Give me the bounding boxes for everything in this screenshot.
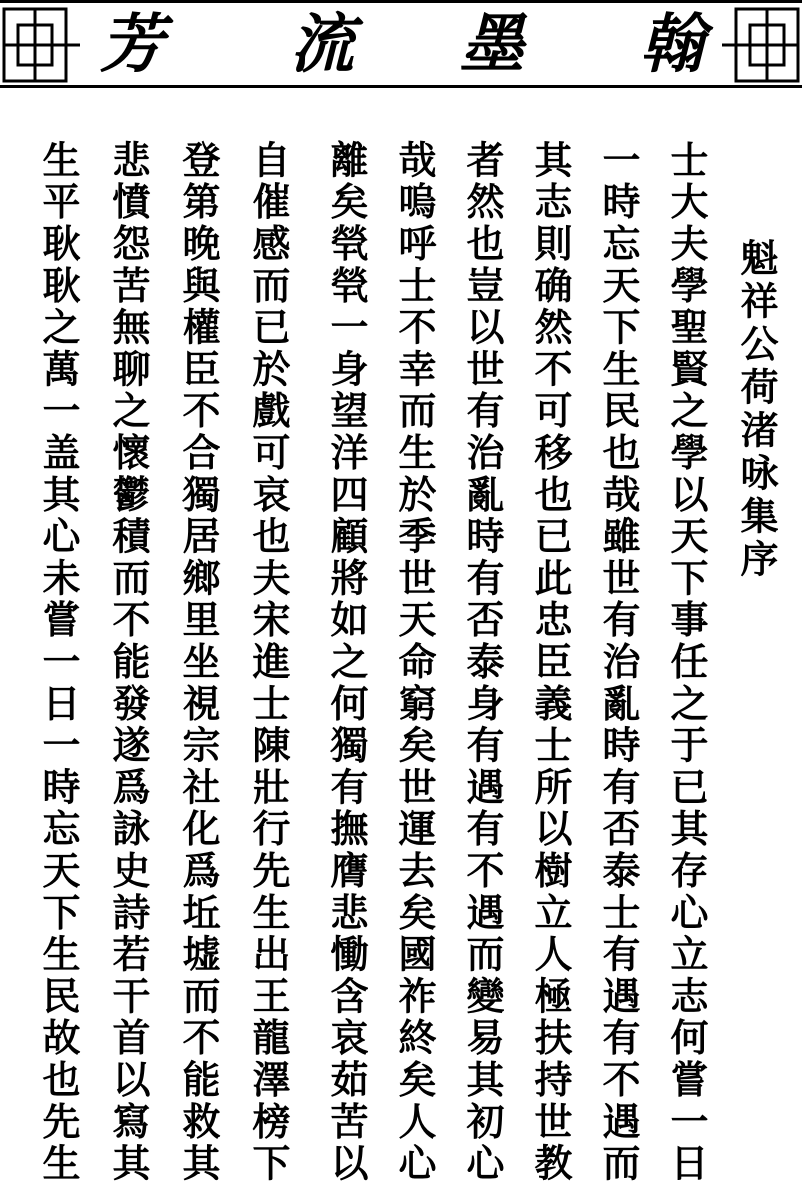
banner-char-1: 芳 (100, 7, 164, 82)
text-column-8: 登第晚與權臣不合獨居鄉里坐視宗社化爲坵墟而不能救其 (176, 140, 221, 1185)
banner-char-3: 墨 (460, 7, 524, 82)
text-column-3: 其志則确然不可移也已此忠臣義士所以樹立人極扶持世教 (528, 140, 573, 1185)
text-column-5: 哉嗚呼士不幸而生於季世天命窮矣世運去矣國祚終矣人心 (392, 140, 437, 1185)
banner-char-4: 翰 (640, 7, 704, 82)
text-column-1: 士大夫學聖賢之學以天下事任之于已其存心立志何嘗一日 (664, 140, 709, 1185)
text-column-2: 一時忘天下生民也哉雖世有治亂時有否泰士有遇有不遇而 (596, 140, 641, 1185)
vertical-text-page (0, 88, 802, 1185)
preface-title: 魁祥公荷渚咏集序 (734, 238, 779, 582)
lattice-ornament-left (0, 3, 80, 88)
page-banner (0, 0, 802, 88)
text-column-4: 者然也豈以世有治亂時有否泰身有遇有不遇而變易其初心 (460, 140, 505, 1185)
text-column-9: 悲憤怨苦無聊之懷鬱積而不能發遂爲詠史詩若干首以寫其 (106, 140, 151, 1185)
lattice-ornament-right (722, 3, 802, 88)
text-column-6: 離矣煢煢一身望洋四顧將如之何獨有撫膺悲慟含哀茹苦以 (324, 140, 369, 1185)
banner-char-2: 流 (290, 7, 354, 82)
text-column-7: 自催感而已於戲可哀也夫宋進士陳壯行先生出王龍澤榜下 (246, 140, 291, 1185)
text-column-10: 生平耿耿之萬一盖其心未嘗一日一時忘天下生民故也先生 (36, 140, 81, 1185)
